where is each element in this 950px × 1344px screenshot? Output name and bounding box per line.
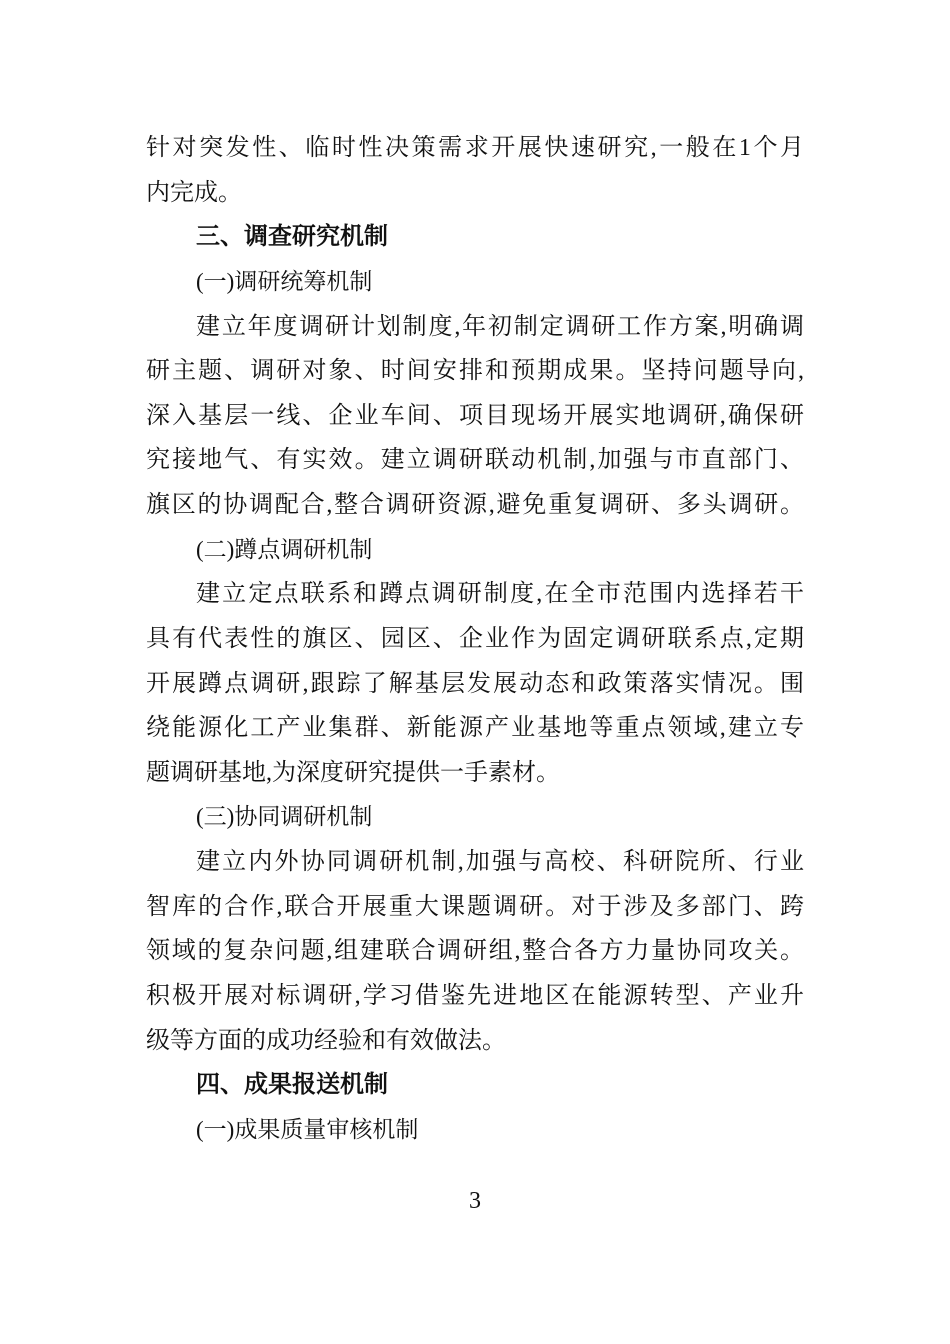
document-body bbox=[146, 126, 804, 1152]
subsection-heading: (三)协同调研机制 bbox=[196, 804, 373, 830]
paragraph-line: 领域的复杂问题,组建联合调研组,整合各方力量协同攻关。 bbox=[146, 938, 804, 965]
subsection-heading: (二)蹲点调研机制 bbox=[196, 536, 373, 562]
subsection-heading: (一)调研统筹机制 bbox=[196, 268, 373, 294]
section-heading: 四、成果报送机制 bbox=[196, 1071, 388, 1099]
paragraph-line: 深入基层一线、企业车间、项目现场开展实地调研,确保研 bbox=[146, 402, 804, 429]
paragraph-line: 建立内外协同调研机制,加强与高校、科研院所、行业 bbox=[196, 849, 804, 875]
paragraph-line: 题调研基地,为深度研究提供一手素材。 bbox=[146, 759, 560, 786]
paragraph-line: 建立年度调研计划制度,年初制定调研工作方案,明确调 bbox=[196, 313, 804, 340]
paragraph-line: 建立定点联系和蹲点调研制度,在全市范围内选择若干 bbox=[196, 581, 804, 608]
paragraph-line: 智库的合作,联合开展重大课题调研。对于涉及多部门、跨 bbox=[146, 893, 804, 920]
paragraph-line: 针对突发性、临时性决策需求开展快速研究,一般在1个月 bbox=[146, 135, 804, 161]
paragraph-line: 绕能源化工产业集群、新能源产业基地等重点领域,建立专 bbox=[146, 715, 804, 742]
paragraph-line: 开展蹲点调研,跟踪了解基层发展动态和政策落实情况。围 bbox=[146, 670, 804, 697]
page-number: 3 bbox=[469, 1188, 481, 1214]
paragraph-line: 旗区的协调配合,整合调研资源,避免重复调研、多头调研。 bbox=[146, 492, 804, 518]
subsection-heading: (一)成果质量审核机制 bbox=[196, 1116, 419, 1142]
paragraph-line: 内完成。 bbox=[146, 179, 242, 206]
paragraph-line: 究接地气、有实效。建立调研联动机制,加强与市直部门、 bbox=[146, 447, 804, 474]
paragraph-line: 研主题、调研对象、时间安排和预期成果。坚持问题导向, bbox=[146, 358, 804, 385]
section-heading: 三、调查研究机制 bbox=[196, 223, 388, 251]
paragraph-line: 级等方面的成功经验和有效做法。 bbox=[146, 1027, 506, 1054]
paragraph-line: 具有代表性的旗区、园区、企业作为固定调研联系点,定期 bbox=[146, 625, 804, 652]
paragraph-line: 积极开展对标调研,学习借鉴先进地区在能源转型、产业升 bbox=[146, 982, 804, 1009]
